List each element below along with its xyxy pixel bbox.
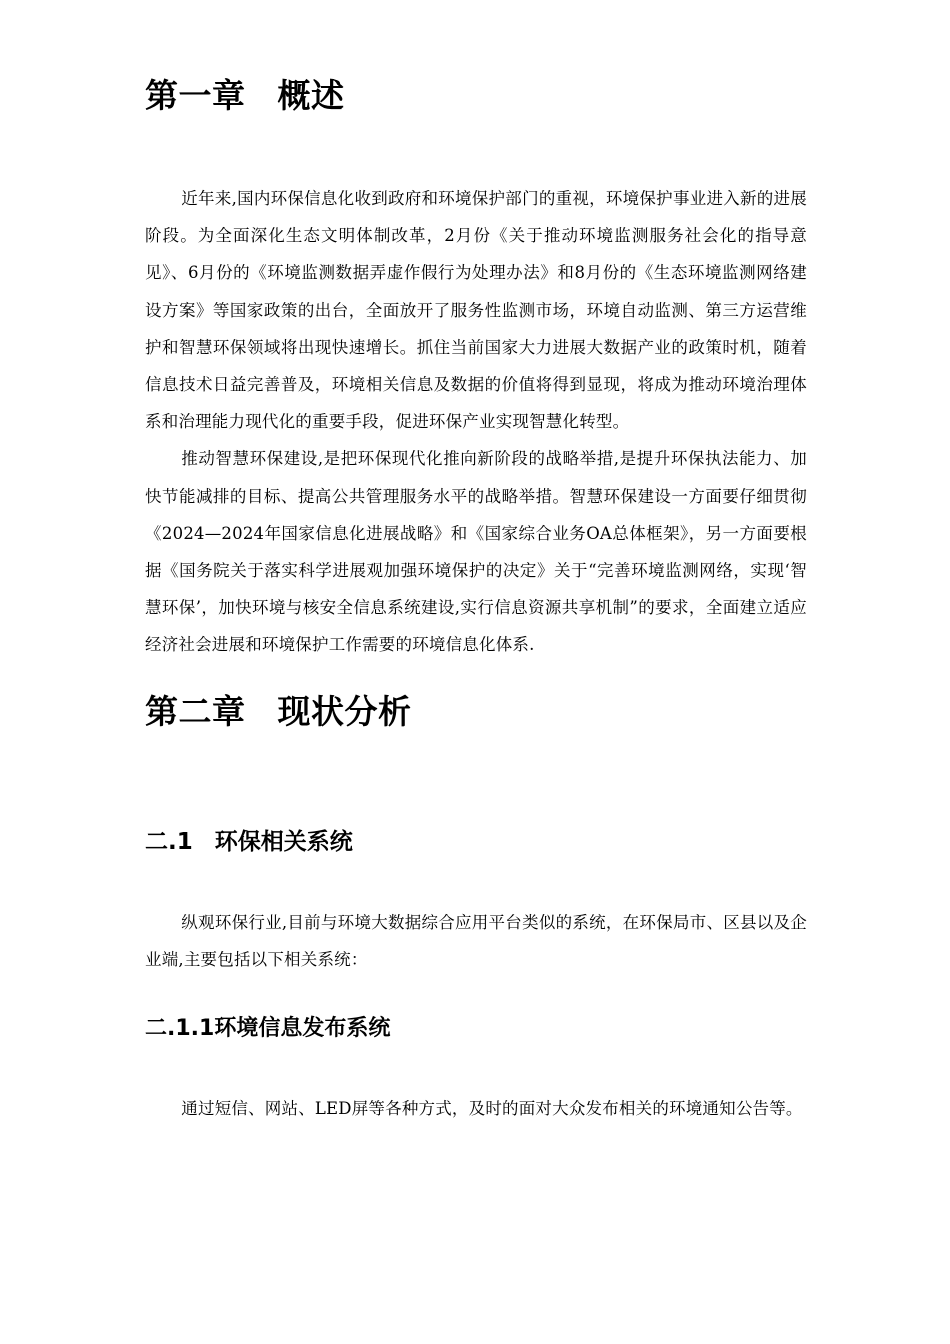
chapter-1-paragraph-2: 推动智慧环保建设,是把环保现代化推向新阶段的战略举措,是提升环保执法能力、加快节能减排的目标、提高公共管理服务水平的战略举措。智慧环保建设一方面要仔细贯彻《2024—2024年国家信息化进展战略》和《国家综合业务OA总体框架》，另一方面要根据《国务院关于落实科学进展观加强环境保护的决定》关于“完善环境监测网络，实现‘智慧环保’，加快环境与核安全信息系统建设,实行信息资源共享机制”的要求，全面建立适应经济社会进展和环境保护工作需要的环境信息化体系. — [145, 449, 807, 655]
section-2-1-number: 二.1 — [145, 828, 193, 855]
section-2-1-1-heading: 二.1.1环境信息发布系统 — [145, 1016, 391, 1042]
chapter-1-heading — [145, 70, 807, 122]
chapter-2-heading — [145, 686, 807, 738]
section-2-1-heading — [145, 824, 807, 860]
section-2-1-paragraph: 纵观环保行业,目前与环境大数据综合应用平台类似的系统，在环保局市、区县以及企业端,主要包括以下相关系统： — [145, 912, 807, 969]
document-page — [145, 70, 807, 1127]
chapter-1-title: 概述 — [277, 76, 345, 115]
chapter-2-title: 现状分析 — [277, 691, 412, 731]
section-2-1-title: 环保相关系统 — [214, 828, 353, 855]
chapter-1-paragraph-1: 近年来,国内环保信息化收到政府和环境保护部门的重视，环境保护事业进入新的进展阶段。为全面深化生态文明体制改革，2月份《关于推动环境监测服务社会化的指导意见》、6月份的《环境监测数据弄虚作假行为处理办法》和8月份的《生态环境监测网络建设方案》等国家政策的出台，全面放开了服务性监测市场，环境自动监测、第三方运营维护和智慧环保领域将出现快速增长。抓住当前国家大力进展大数据产业的政策时机，随着信息技术日益完善普及，环境相关信息及数据的价值将得到显现，将成为推动环境治理体系和治理能力现代化的重要手段，促进环保产业实现智慧化转型。 — [145, 189, 807, 432]
chapter-2-number: 第二章 — [145, 691, 246, 731]
section-2-1-1-paragraph: 通过短信、网站、LED屏等各种方式，及时的面对大众发布相关的环境通知公告等。 — [181, 1099, 803, 1119]
chapter-1-number: 第一章 — [145, 76, 246, 115]
